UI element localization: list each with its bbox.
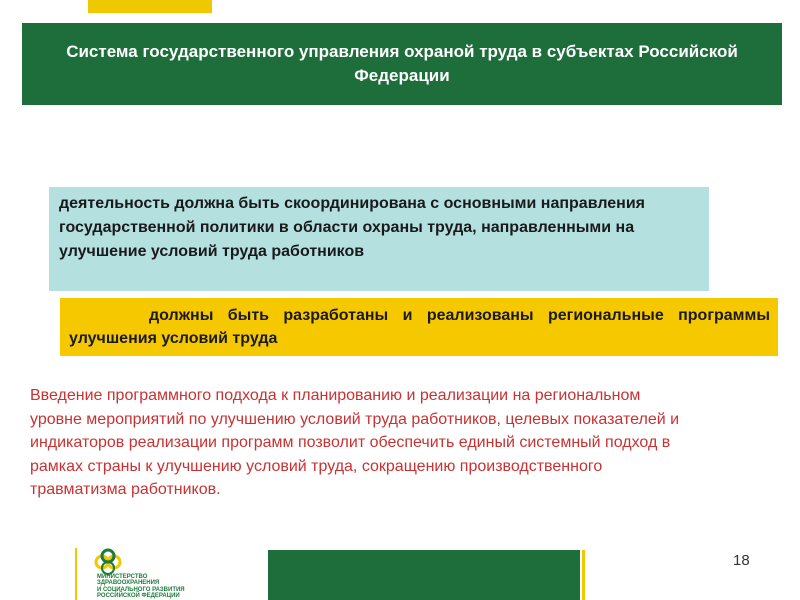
logo-line: РОССИЙСКОЙ ФЕДЕРАЦИИ — [97, 593, 180, 600]
page-number: 18 — [733, 552, 750, 569]
program-approach-paragraph: Введение программного подхода к планированию и реализации на региональном уровне мероприятий по улучшению условий труда работников, целевых показателей и индикаторов реализации программ позволит обеспечить единый системный подход в рамках страны к улучшению условий труда, сокращению производственного травматизма работников. — [30, 387, 680, 498]
coordination-box — [49, 187, 709, 291]
logo-caption — [97, 574, 185, 600]
logo-divider — [75, 548, 77, 600]
regional-programs-box — [60, 298, 778, 356]
top-accent-bar — [88, 0, 212, 13]
slide-title: Система государственного управления охраной труда в субъектах Российской Федерации — [66, 42, 738, 85]
coordination-text: деятельность должна быть скоординирована с основными направления государственной политики в области охраны труда, направленными на улучшение условий труда работников — [59, 195, 645, 260]
logo-line: И СОЦИАЛЬНОГО РАЗВИТИЯ — [97, 586, 185, 593]
logo-line: МИНИСТЕРСТВО — [97, 574, 148, 580]
footer-gold-line — [582, 550, 585, 600]
ministry-logo — [75, 548, 225, 600]
footer-green-block — [268, 550, 580, 600]
title-bar — [22, 23, 782, 105]
ministry-emblem-icon — [89, 548, 127, 576]
regional-programs-text: должны быть разработаны и реализованы региональные программы улучшения условий труда — [69, 307, 770, 347]
logo-line: ЗДРАВООХРАНЕНИЯ — [97, 580, 160, 587]
